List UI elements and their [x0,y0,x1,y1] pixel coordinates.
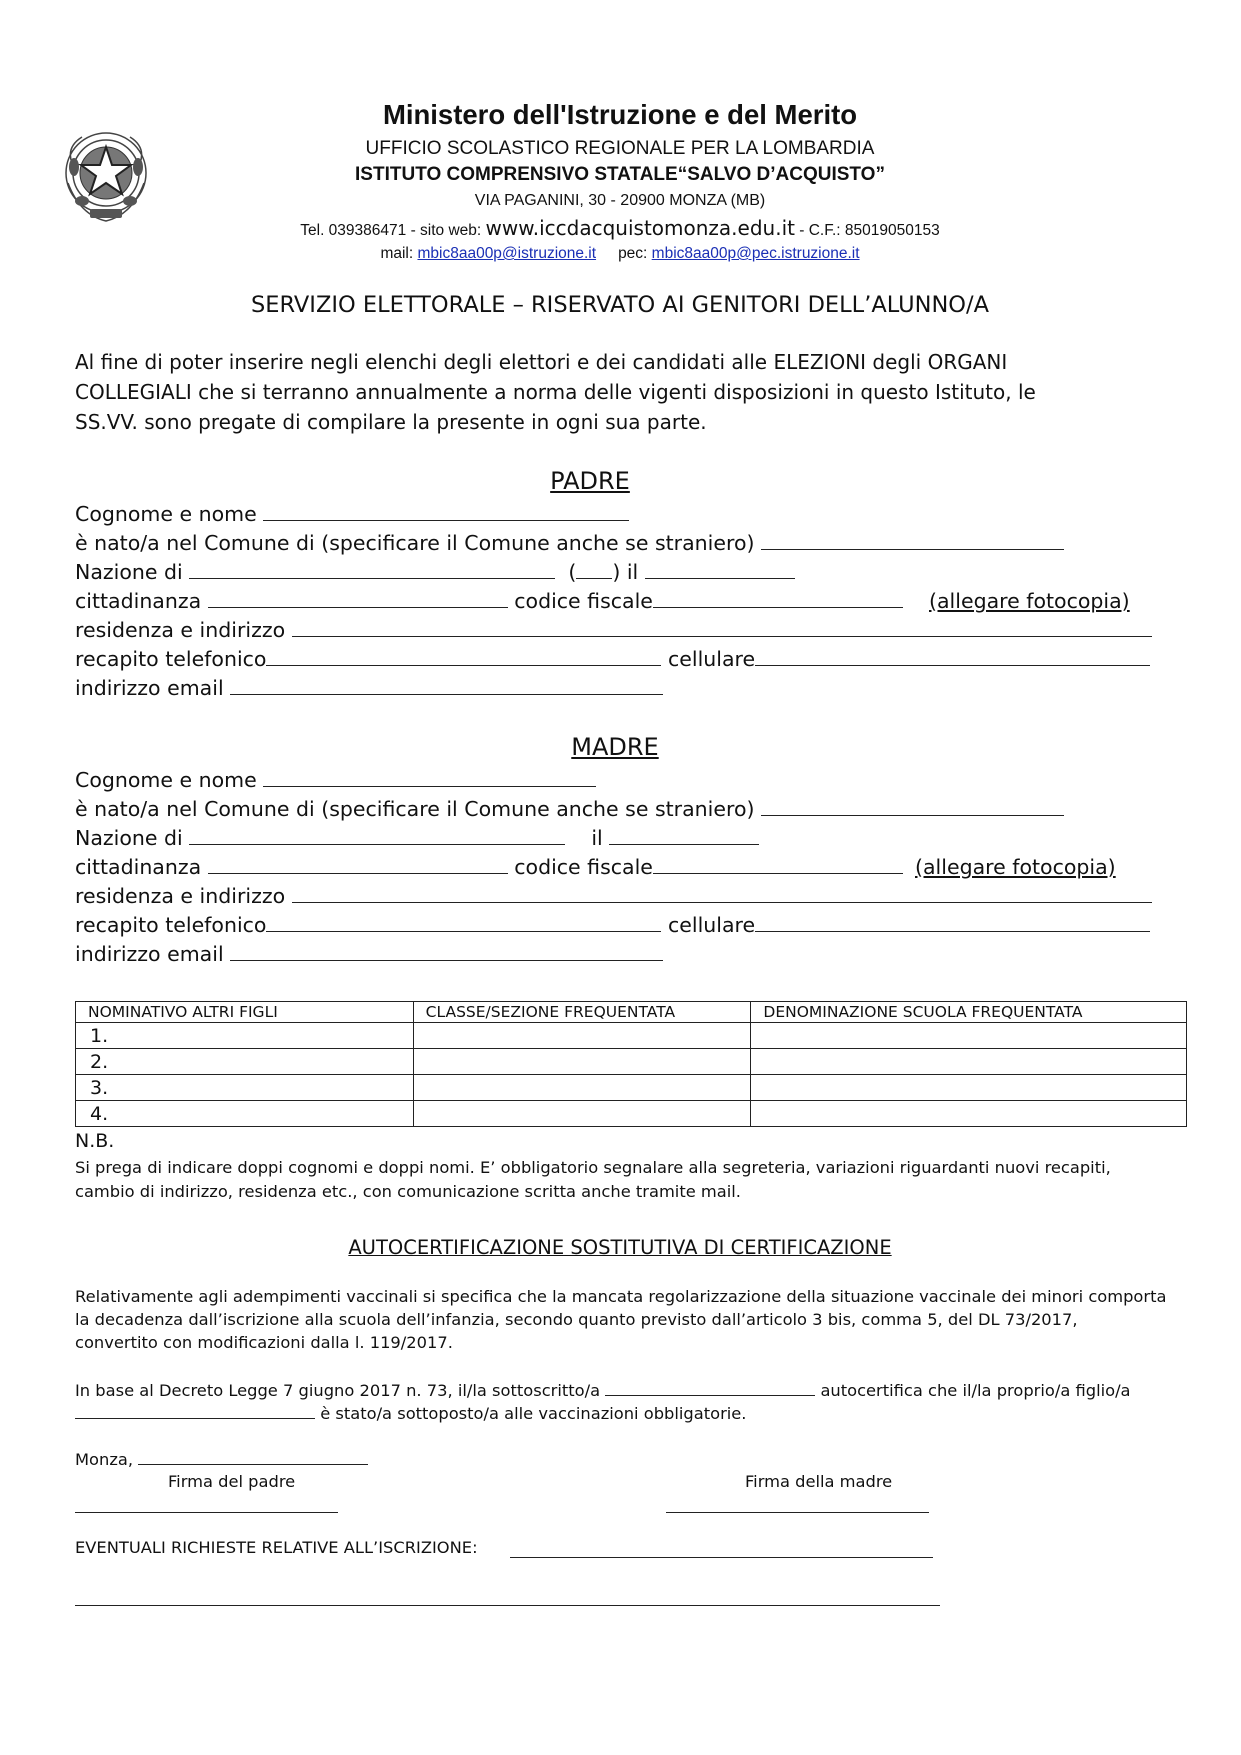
madre-cittadinanza-row [75,853,903,882]
tel-label: Tel. 039386471 - sito web: [300,222,486,239]
padre-nazione-label: Nazione di [75,560,183,584]
father-signature-label: Firma del padre [168,1472,296,1491]
child-school-cell-1[interactable] [751,1023,1187,1049]
child-name-cell-1[interactable]: 1. [76,1023,414,1049]
intro-line-3: SS.VV. sono pregate di compilare la presente in ogni sua parte. [75,410,707,434]
republic-emblem-icon [60,123,152,228]
madre-residenza-label: residenza e indirizzo [75,884,286,908]
mail-link[interactable]: mbic8aa00p@istruzione.it [417,245,597,262]
vaccine-line-1: Relativamente agli adempimenti vaccinali si specifica che la mancata regolarizzazione della situazione vaccinale dei minori comporta [75,1287,1167,1306]
child-class-cell-4[interactable] [413,1101,751,1127]
vaccine-line-3: convertito con modificazioni dalla l. 119/2017. [75,1333,453,1352]
padre-provincia-field[interactable] [576,558,612,579]
table-row [76,1049,1187,1075]
madre-nato-row [75,795,1064,824]
padre-recapito-row [75,645,1150,674]
place-date-row [75,1447,368,1471]
padre-cognome-label: Cognome e nome [75,502,257,526]
table-row [76,1101,1187,1127]
madre-recapito-field[interactable] [266,911,661,932]
email-line [220,245,1020,263]
madre-nazione-row [75,824,759,853]
table-row [76,1075,1187,1101]
padre-residenza-row [75,616,1152,645]
padre-comune-field[interactable] [761,529,1064,550]
mail-label: mail: [380,245,418,262]
undersigned-field[interactable] [605,1378,815,1396]
padre-nazione-row [75,558,795,587]
child-name-field[interactable] [75,1401,315,1419]
madre-cellulare-label: cellulare [667,913,756,937]
contact-line [220,216,1020,240]
padre-recapito-field[interactable] [266,645,661,666]
institute-address: VIA PAGANINI, 30 - 20900 MONZA (MB) [474,192,766,209]
fiscal-code: - C.F.: 85019050153 [794,222,940,239]
madre-email-label: indirizzo email [75,942,224,966]
pec-label: pec: [618,245,652,262]
nb-line-1: Si prega di indicare doppi cognomi e doppi nomi. E’ obbligatorio segnalare alla segreteria, variazioni riguardanti nuovi recapiti, [75,1158,1111,1177]
padre-heading: PADRE [550,467,630,495]
child-class-cell-1[interactable] [413,1023,751,1049]
madre-residenza-row [75,882,1152,911]
padre-allegare-fotocopia: (allegare fotocopia) [929,589,1130,613]
padre-residenza-field[interactable] [292,616,1152,637]
madre-comune-field[interactable] [761,795,1064,816]
padre-codice-field[interactable] [653,587,903,608]
padre-nato-label: è nato/a nel Comune di (specificare il Comune anche se straniero) [75,531,755,555]
madre-recapito-row [75,911,1150,940]
requests-line-1[interactable] [510,1557,933,1558]
decree-text-mid: autocertifica che il/la proprio/a figlio/a [820,1381,1131,1400]
date-field[interactable] [138,1447,368,1465]
table-header-row [76,1002,1187,1023]
padre-email-field[interactable] [230,674,663,695]
padre-cognome-field[interactable] [263,500,629,521]
madre-nato-label: è nato/a nel Comune di (specificare il Comune anche se straniero) [75,797,755,821]
madre-cognome-row [75,766,596,795]
madre-cognome-label: Cognome e nome [75,768,257,792]
madre-nazione-label: Nazione di [75,826,183,850]
regional-office: UFFICIO SCOLASTICO REGIONALE PER LA LOMBARDIA [365,138,875,159]
table-row [76,1023,1187,1049]
padre-cittadinanza-label: cittadinanza [75,589,202,613]
padre-cognome-row [75,500,629,529]
other-children-table [75,1001,1187,1127]
madre-allegare-fotocopia: (allegare fotocopia) [915,855,1116,879]
decree-line-2 [75,1401,746,1425]
padre-cellulare-label: cellulare [667,647,756,671]
madre-cittadinanza-field[interactable] [208,853,508,874]
ministry-title: Ministero dell'Istruzione e del Merito [382,99,858,130]
father-signature-line[interactable] [75,1512,338,1513]
decree-text-end: è stato/a sottoposto/a alle vaccinazioni obbligatorie. [320,1404,747,1423]
madre-data-field[interactable] [609,824,759,845]
website-link[interactable]: www.iccdacquistomonza.edu.it [485,216,795,240]
child-school-cell-4[interactable] [751,1101,1187,1127]
padre-cittadinanza-row [75,587,903,616]
intro-line-1: Al fine di poter inserire negli elenchi degli elettori e dei candidati alle ELEZIONI degli ORGANI [75,350,1008,374]
mother-signature-line[interactable] [666,1512,929,1513]
madre-email-field[interactable] [230,940,663,961]
decree-text-start: In base al Decreto Legge 7 giugno 2017 n. 73, il/la sottoscritto/a [75,1381,601,1400]
child-name-cell-3[interactable]: 3. [76,1075,414,1101]
requests-label: EVENTUALI RICHIESTE RELATIVE ALL’ISCRIZIONE: [75,1538,478,1557]
madre-il-label: il [591,826,603,850]
child-class-cell-2[interactable] [413,1049,751,1075]
mother-signature-label: Firma della madre [745,1472,893,1491]
madre-codice-field[interactable] [653,853,903,874]
padre-cellulare-field[interactable] [755,645,1150,666]
madre-email-row [75,940,663,969]
madre-codice-label: codice fiscale [514,855,653,879]
madre-cittadinanza-label: cittadinanza [75,855,202,879]
nb-line-2: cambio di indirizzo, residenza etc., con comunicazione scritta anche tramite mail. [75,1182,741,1201]
padre-email-label: indirizzo email [75,676,224,700]
padre-nazione-field[interactable] [189,558,555,579]
child-school-cell-2[interactable] [751,1049,1187,1075]
autocert-title: AUTOCERTIFICAZIONE SOSTITUTIVA DI CERTIFICAZIONE [348,1236,892,1259]
madre-heading: MADRE [571,733,659,761]
madre-nazione-field[interactable] [189,824,565,845]
column-header-school: DENOMINAZIONE SCUOLA FREQUENTATA [751,1002,1187,1023]
padre-nato-row [75,529,1064,558]
nb-label: N.B. [75,1130,115,1152]
padre-codice-label: codice fiscale [514,589,653,613]
padre-data-field[interactable] [645,558,795,579]
child-school-cell-3[interactable] [751,1075,1187,1101]
padre-residenza-label: residenza e indirizzo [75,618,286,642]
padre-paren-open: ( [568,560,577,584]
madre-residenza-field[interactable] [292,882,1152,903]
institute-name: ISTITUTO COMPRENSIVO STATALE“SALVO D’ACQUISTO” [355,164,885,185]
padre-email-row [75,674,663,703]
pec-link[interactable]: mbic8aa00p@pec.istruzione.it [651,245,860,262]
column-header-name: NOMINATIVO ALTRI FIGLI [76,1002,414,1023]
padre-cittadinanza-field[interactable] [208,587,508,608]
child-class-cell-3[interactable] [413,1075,751,1101]
place-label: Monza, [75,1450,134,1469]
requests-line-2[interactable] [75,1605,940,1606]
padre-recapito-label: recapito telefonico [75,647,267,671]
form-title: SERVIZIO ELETTORALE – RISERVATO AI GENITORI DELL’ALUNNO/A [251,292,989,318]
decree-line-1 [75,1378,1131,1402]
child-name-cell-2[interactable]: 2. [76,1049,414,1075]
vaccine-line-2: la decadenza dall’iscrizione alla scuola dell’infanzia, secondo quanto previsto dall’articolo 3 bis, comma 5, del DL 73/2017, [75,1310,1078,1329]
madre-cognome-field[interactable] [263,766,596,787]
padre-il-label: ) il [612,560,639,584]
intro-line-2: COLLEGIALI che si terranno annualmente a norma delle vigenti disposizioni in questo Istituto, le [75,380,1036,404]
madre-cellulare-field[interactable] [755,911,1150,932]
column-header-class: CLASSE/SEZIONE FREQUENTATA [413,1002,751,1023]
child-name-cell-4[interactable]: 4. [76,1101,414,1127]
madre-recapito-label: recapito telefonico [75,913,267,937]
